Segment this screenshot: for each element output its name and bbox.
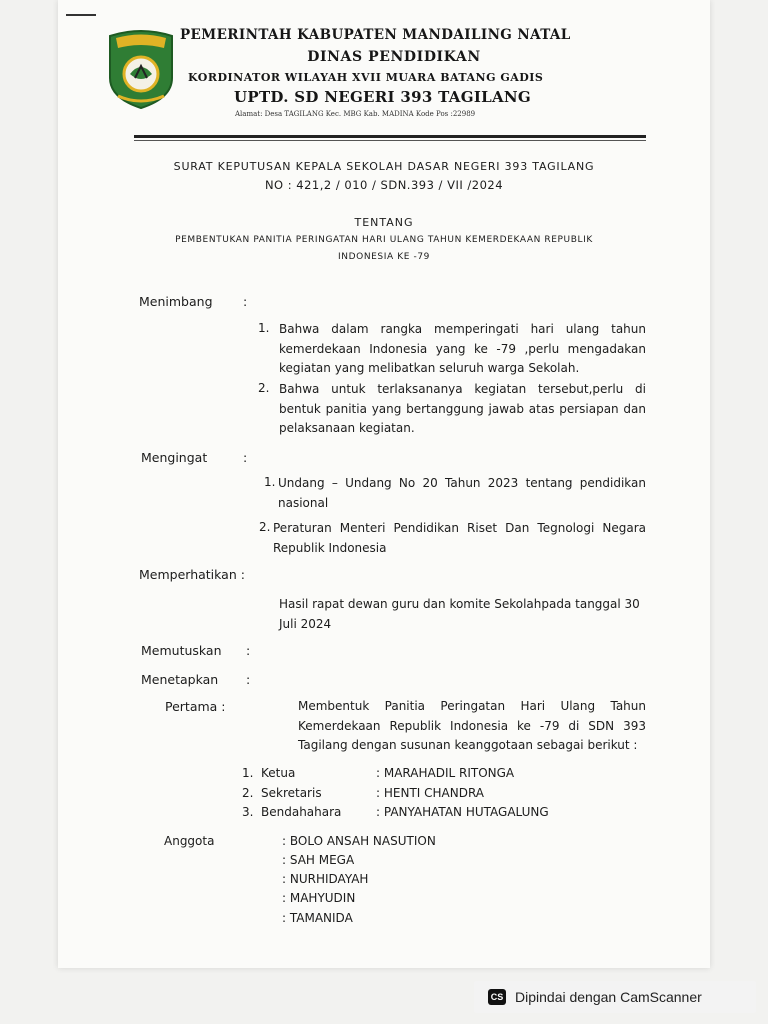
committee-2-name: : HENTI CHANDRA xyxy=(376,786,485,800)
menetapkan-label: Menetapkan xyxy=(141,672,219,687)
pertama-label: Pertama : xyxy=(165,699,226,714)
committee-2-role: Sekretaris xyxy=(261,786,322,800)
memperhatikan-label: Memperhatikan : xyxy=(139,567,245,582)
menimbang-item-2: Bahwa untuk terlaksananya kegiatan tersebut,perlu di bentuk panitia yang bertanggung jawab atas persiapan dan pelaksanaan kegiatan. xyxy=(279,382,646,435)
letterhead-divider xyxy=(134,135,646,138)
menimbang-colon: : xyxy=(243,294,248,309)
anggota-label: Anggota xyxy=(164,834,215,848)
subject-line-1: PEMBENTUKAN PANITIA PERINGATAN HARI ULANG TAHUN KEMERDEKAAN REPUBLIK xyxy=(175,235,593,245)
mengingat-colon: : xyxy=(243,450,248,465)
mengingat-label: Mengingat xyxy=(141,450,208,465)
mengingat-item-2: Peraturan Menteri Pendidikan Riset Dan Tegnologi Negara Republik Indonesia xyxy=(273,521,646,555)
committee-1-role: Ketua xyxy=(261,766,296,780)
menimbang-item-1-number: 1. xyxy=(258,321,270,335)
letterhead-school: UPTD. SD NEGERI 393 TAGILANG xyxy=(234,88,532,106)
menimbang-label: Menimbang xyxy=(139,294,213,309)
committee-1-number: 1. xyxy=(242,766,254,780)
menetapkan-colon: : xyxy=(246,672,251,687)
member-2: : SAH MEGA xyxy=(282,853,355,867)
camscanner-logo-icon: CS xyxy=(488,989,506,1005)
camscanner-watermark xyxy=(474,981,756,1013)
memutuskan-label: Memutuskan xyxy=(141,643,222,658)
member-1: : BOLO ANSAH NASUTION xyxy=(282,834,436,848)
scan-mark xyxy=(66,14,96,16)
committee-3-name: : PANYAHATAN HUTAGALUNG xyxy=(376,805,549,819)
member-3: : NURHIDAYAH xyxy=(282,872,369,886)
mengingat-item-2-number: 2. xyxy=(259,520,271,534)
committee-3-number: 3. xyxy=(242,805,254,819)
committee-1-name: : MARAHADIL RITONGA xyxy=(376,766,515,780)
decree-title: SURAT KEPUTUSAN KEPALA SEKOLAH DASAR NEGERI 393 TAGILANG xyxy=(173,160,595,173)
subject-line-2: INDONESIA KE -79 xyxy=(338,252,430,262)
letterhead-coordinator: KORDINATOR WILAYAH XVII MUARA BATANG GADIS xyxy=(188,71,544,84)
memutuskan-colon: : xyxy=(246,643,251,658)
menimbang-item-1: Bahwa dalam rangka memperingati hari ulang tahun kemerdekaan Indonesia yang ke -79 ,perlu mengadakan kegiatan yang melibatkan seluruh warga Sekolah. xyxy=(279,322,646,375)
menimbang-item-2-number: 2. xyxy=(258,381,270,395)
committee-2-number: 2. xyxy=(242,786,254,800)
member-4: : MAHYUDIN xyxy=(282,891,356,905)
regency-logo-icon xyxy=(106,26,176,110)
pertama-text: Membentuk Panitia Peringatan Hari Ulang Tahun Kemerdekaan Republik Indonesia ke -79 di SDN 393 Tagilang dengan susunan keanggotaan sebagai berikut : xyxy=(298,699,646,752)
memperhatikan-text: Hasil rapat dewan guru dan komite Sekolahpada tanggal 30 Juli 2024 xyxy=(279,597,640,631)
mengingat-item-1-number: 1. xyxy=(264,475,276,489)
tentang-heading: TENTANG xyxy=(354,216,414,229)
committee-3-role: Bendahahara xyxy=(261,805,342,819)
member-5: : TAMANIDA xyxy=(282,911,353,925)
decree-number: NO : 421,2 / 010 / SDN.393 / VII /2024 xyxy=(264,178,504,192)
letterhead-address: Alamat: Desa TAGILANG Kec. MBG Kab. MADINA Kode Pos :22989 xyxy=(235,110,476,118)
letterhead-department: DINAS PENDIDIKAN xyxy=(307,49,481,65)
mengingat-item-1: Undang – Undang No 20 Tahun 2023 tentang pendidikan nasional xyxy=(278,476,646,510)
camscanner-text: Dipindai dengan CamScanner xyxy=(515,989,702,1005)
letterhead-government: PEMERINTAH KABUPATEN MANDAILING NATAL xyxy=(180,27,571,43)
letterhead-divider-thin xyxy=(134,140,646,141)
